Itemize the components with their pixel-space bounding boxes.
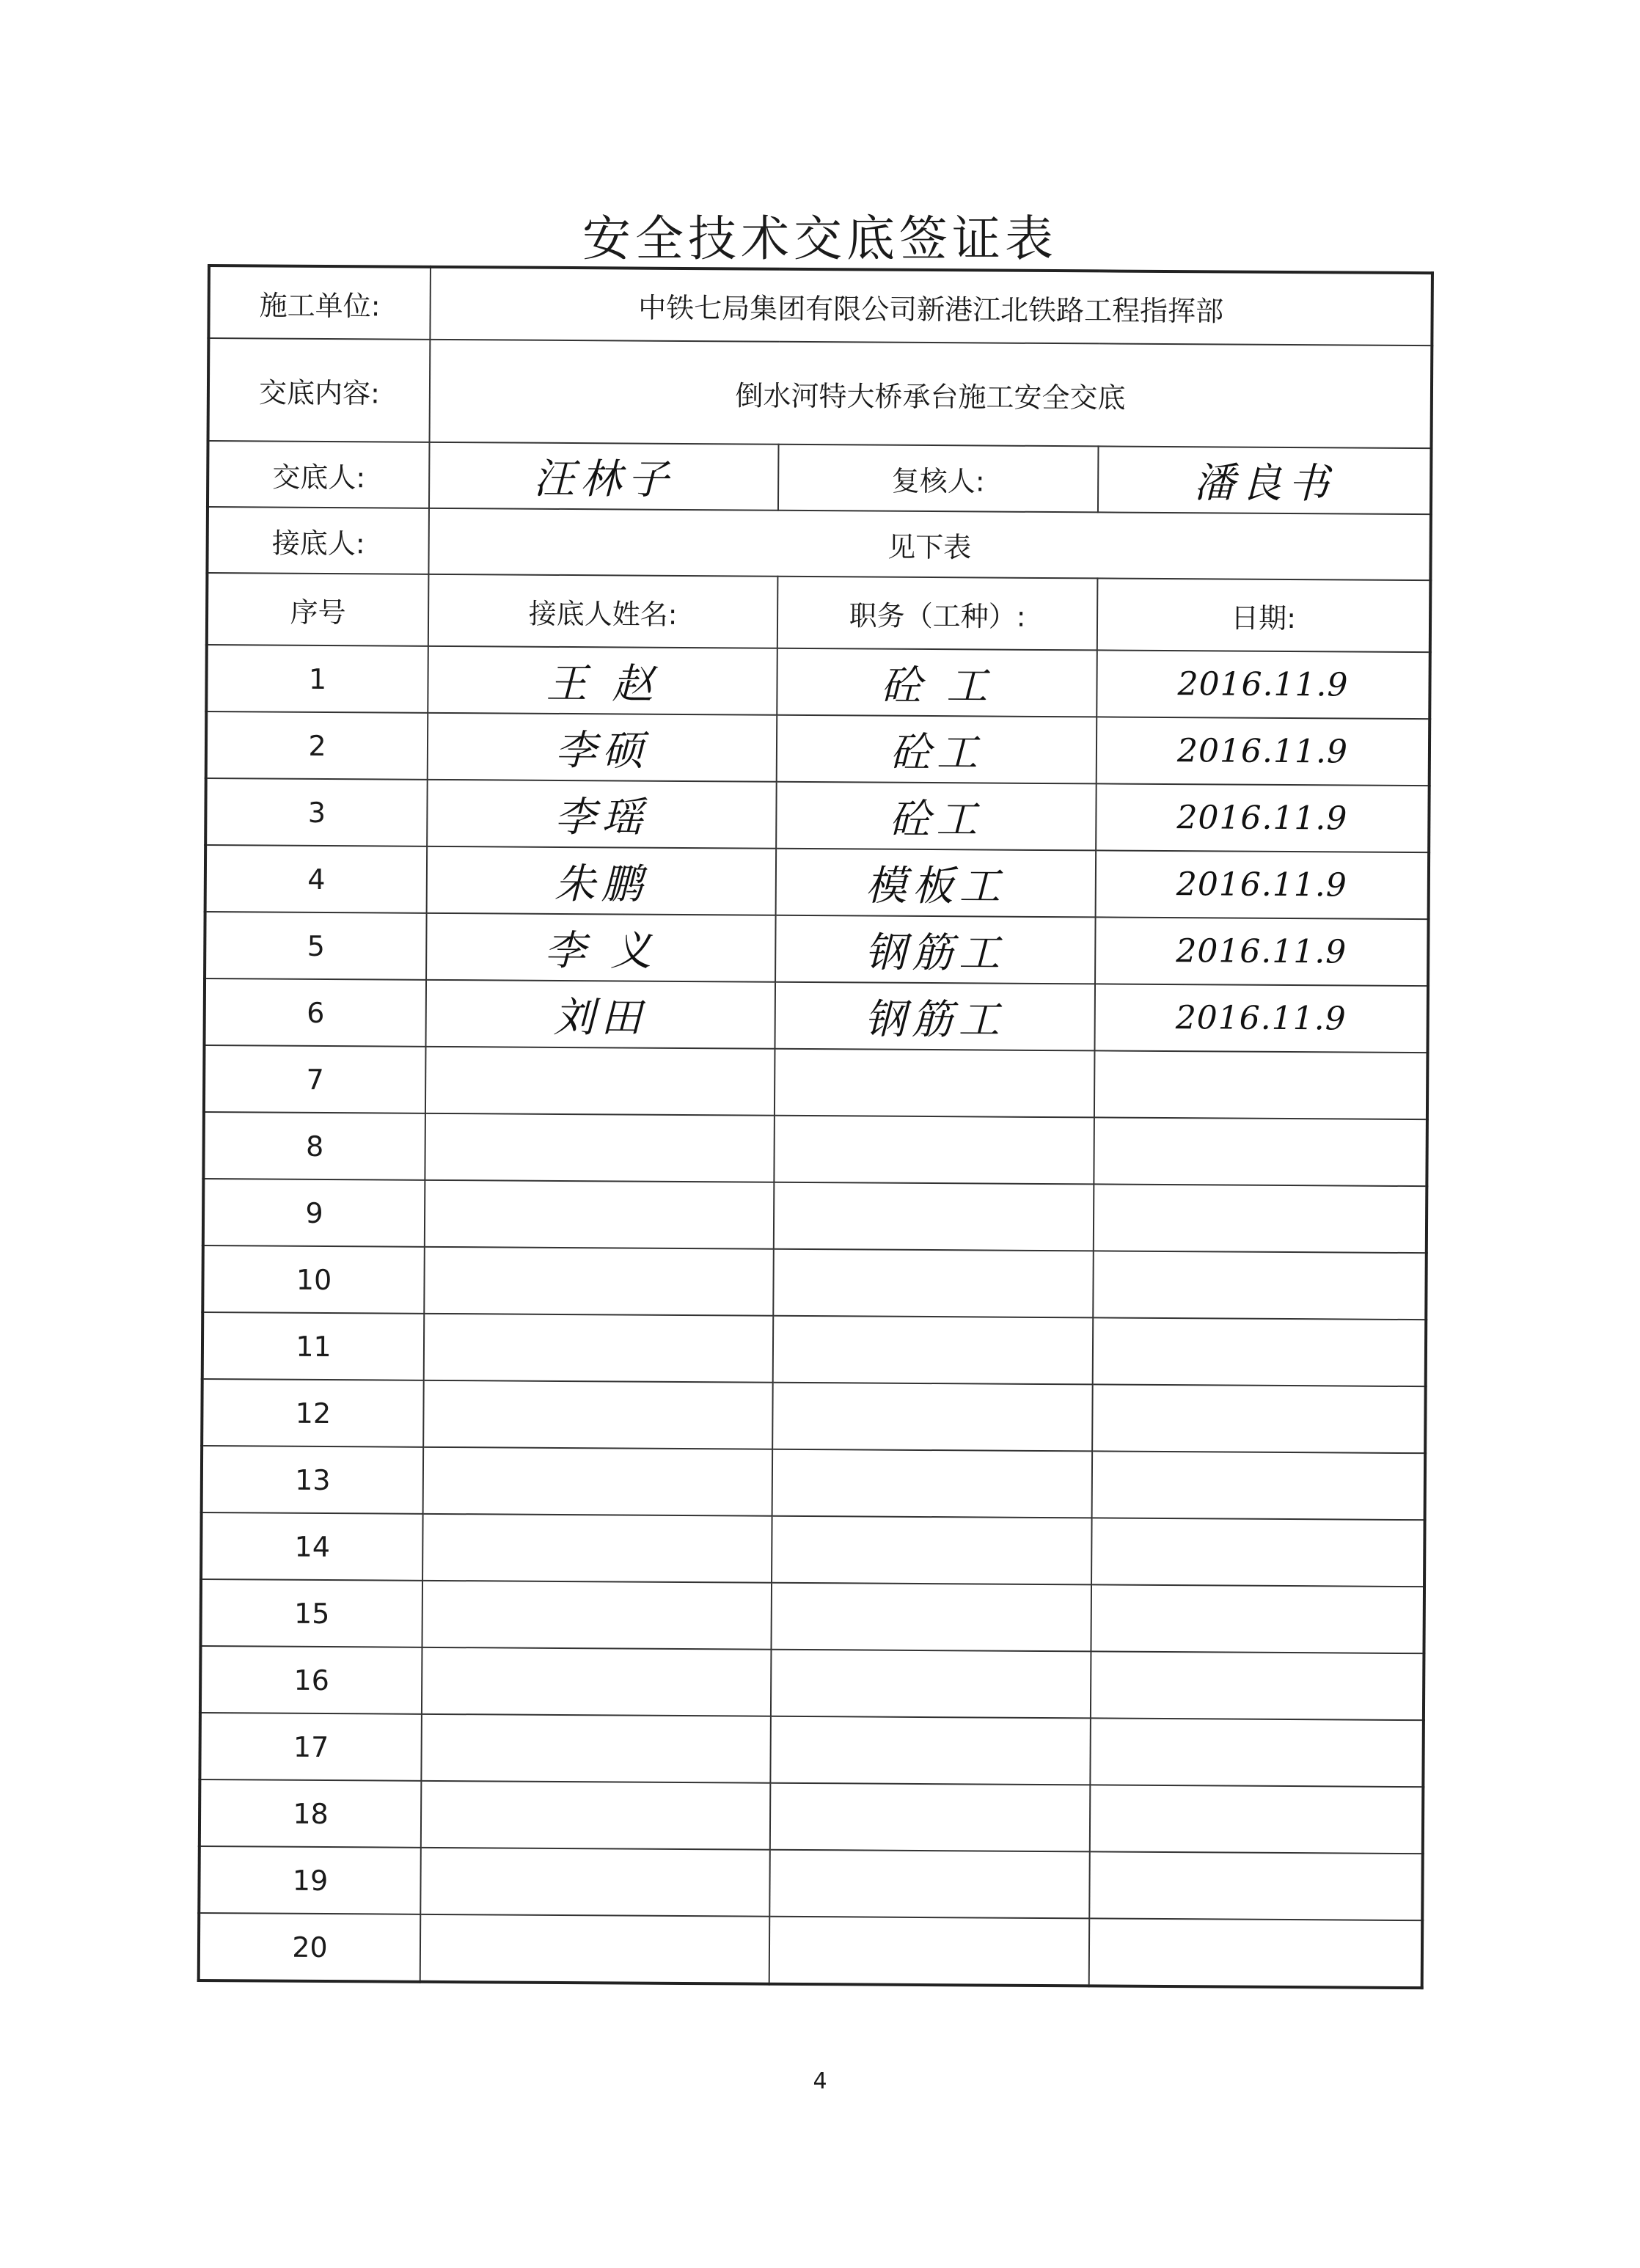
row-date-signature — [1093, 1251, 1427, 1320]
row-job-signature — [772, 1516, 1092, 1585]
signoff-rows — [199, 645, 1430, 1988]
table-row — [199, 1713, 1424, 1787]
row-number: 10 — [202, 1245, 425, 1314]
table-row — [206, 645, 1430, 719]
content-row — [208, 338, 1432, 448]
unit-label: 施工单位: — [208, 266, 431, 340]
row-name-signature — [425, 1047, 775, 1116]
row-number: 9 — [203, 1179, 425, 1247]
row-name-signature — [425, 1113, 775, 1182]
row-job-signature — [773, 1316, 1094, 1385]
presenter-signature: 汪林子 — [429, 442, 779, 511]
row-name-signature: 刘田 — [425, 980, 775, 1049]
presenter-row — [208, 441, 1432, 514]
signoff-form — [197, 264, 1431, 2039]
table-row — [203, 1179, 1427, 1253]
table-row — [199, 1779, 1424, 1854]
row-number: 14 — [201, 1512, 423, 1581]
row-job-signature — [773, 1249, 1094, 1318]
row-number: 4 — [205, 845, 428, 913]
signoff-table — [197, 264, 1434, 1989]
row-date-signature: 2016.11.9 — [1094, 984, 1428, 1053]
column-header-date: 日期: — [1097, 578, 1431, 652]
row-date-signature — [1092, 1384, 1426, 1453]
row-name-signature: 李硕 — [428, 713, 777, 782]
row-number: 2 — [206, 712, 428, 780]
page-title: 安全技术交底签证表 — [582, 211, 1058, 267]
row-number: 20 — [199, 1913, 421, 1982]
table-row — [199, 1913, 1423, 1988]
row-name-signature — [422, 1581, 772, 1650]
row-job-signature — [772, 1383, 1093, 1452]
row-job-signature — [775, 1049, 1095, 1118]
row-date-signature — [1089, 1918, 1423, 1988]
row-date-signature — [1091, 1518, 1425, 1587]
row-number: 17 — [199, 1713, 422, 1781]
row-job-signature: 模板工 — [776, 849, 1097, 918]
row-name-signature — [420, 1848, 770, 1917]
row-number: 5 — [205, 912, 427, 980]
row-name-signature — [422, 1647, 772, 1716]
row-date-signature: 2016.11.9 — [1097, 717, 1430, 786]
row-name-signature — [424, 1247, 774, 1316]
row-job-signature — [770, 1716, 1091, 1785]
row-number: 3 — [205, 778, 428, 846]
row-date-signature — [1090, 1718, 1424, 1787]
row-name-signature — [421, 1781, 771, 1850]
table-row — [205, 912, 1429, 986]
table-row — [205, 778, 1429, 852]
receiver-row — [207, 507, 1431, 580]
row-name-signature — [421, 1714, 771, 1783]
content-label: 交底内容: — [208, 338, 431, 442]
column-header-job: 职务（工种）: — [777, 577, 1098, 651]
row-number: 7 — [204, 1045, 426, 1113]
table-row — [200, 1579, 1424, 1653]
row-job-signature — [769, 1850, 1090, 1919]
receiver-label: 接底人: — [207, 507, 429, 574]
row-name-signature: 王 赵 — [428, 646, 777, 715]
table-row — [201, 1512, 1425, 1587]
table-row — [202, 1312, 1427, 1386]
row-name-signature: 李瑶 — [427, 780, 777, 849]
row-name-signature — [425, 1180, 775, 1249]
reviewer-signature: 潘良书 — [1098, 446, 1432, 514]
unit-row — [208, 266, 1432, 345]
row-number: 11 — [202, 1312, 425, 1380]
table-row — [206, 712, 1430, 786]
row-date-signature — [1094, 1117, 1427, 1186]
row-name-signature — [422, 1514, 772, 1583]
row-job-signature — [772, 1449, 1093, 1518]
row-number: 15 — [200, 1579, 422, 1647]
table-row — [202, 1446, 1426, 1520]
row-job-signature: 砼 工 — [777, 648, 1097, 717]
column-header-no: 序号 — [207, 573, 429, 646]
row-date-signature — [1091, 1651, 1424, 1720]
row-date-signature — [1089, 1851, 1423, 1920]
row-job-signature — [774, 1182, 1094, 1251]
row-date-signature — [1094, 1184, 1427, 1253]
row-job-signature — [769, 1917, 1090, 1986]
row-number: 13 — [202, 1446, 424, 1514]
row-job-signature: 砼工 — [777, 715, 1097, 784]
table-row — [202, 1245, 1427, 1320]
row-date-signature: 2016.11.9 — [1096, 783, 1429, 852]
content-value: 倒水河特大桥承台施工安全交底 — [430, 340, 1432, 448]
row-date-signature — [1090, 1785, 1424, 1854]
row-date-signature — [1094, 1050, 1428, 1119]
table-row — [204, 1045, 1428, 1119]
row-number: 18 — [199, 1779, 422, 1848]
table-row — [200, 1646, 1424, 1720]
row-date-signature: 2016.11.9 — [1095, 917, 1429, 986]
row-date-signature: 2016.11.9 — [1097, 650, 1430, 719]
row-job-signature: 砼工 — [776, 782, 1097, 851]
reviewer-label: 复核人: — [778, 445, 1099, 513]
table-row — [204, 978, 1428, 1053]
row-name-signature — [420, 1914, 770, 1984]
row-number: 6 — [204, 978, 426, 1047]
row-number: 1 — [206, 645, 428, 713]
row-date-signature — [1092, 1451, 1426, 1520]
column-header-name: 接底人姓名: — [428, 574, 778, 648]
table-row — [199, 1846, 1423, 1920]
row-name-signature — [423, 1447, 773, 1516]
table-row — [205, 845, 1429, 919]
row-job-signature: 钢筋工 — [775, 982, 1095, 1051]
receiver-value: 见下表 — [428, 508, 1431, 580]
row-date-signature — [1093, 1317, 1427, 1386]
row-job-signature — [770, 1783, 1091, 1852]
row-date-signature — [1091, 1584, 1424, 1653]
row-name-signature — [423, 1380, 773, 1449]
row-date-signature: 2016.11.9 — [1096, 850, 1429, 919]
row-job-signature — [771, 1583, 1091, 1652]
row-name-signature — [424, 1314, 774, 1383]
row-number: 8 — [203, 1112, 425, 1180]
table-row — [202, 1379, 1426, 1453]
row-number: 12 — [202, 1379, 424, 1447]
column-header-row — [207, 573, 1431, 652]
presenter-label: 交底人: — [208, 441, 430, 508]
row-job-signature: 钢筋工 — [775, 915, 1096, 984]
row-number: 19 — [199, 1846, 421, 1914]
page-number: 4 — [813, 2068, 827, 2094]
row-number: 16 — [200, 1646, 422, 1714]
row-name-signature: 李 义 — [426, 913, 776, 982]
row-name-signature: 朱鹏 — [427, 846, 777, 915]
row-job-signature — [774, 1116, 1094, 1185]
row-job-signature — [771, 1650, 1091, 1719]
table-row — [203, 1112, 1427, 1186]
unit-value: 中铁七局集团有限公司新港江北铁路工程指挥部 — [430, 267, 1432, 345]
